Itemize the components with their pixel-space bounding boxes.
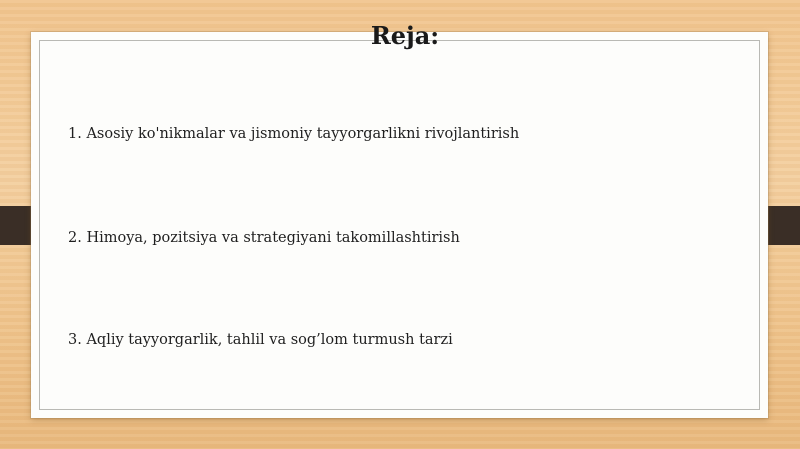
slide-title: Reja: [370, 21, 440, 50]
slide-panel [31, 32, 768, 418]
plan-item-1: 1. Asosiy ko'nikmalar va jismoniy tayyorgarlikni rivojlantirish [68, 126, 520, 142]
plan-item-3: 3. Aqliy tayyorgarlik, tahlil va sog’lom turmush tarzi [68, 332, 453, 348]
plan-item-2: 2. Himoya, pozitsiya va strategiyani takomillashtirish [68, 230, 460, 246]
slide-inner-border [39, 40, 760, 410]
